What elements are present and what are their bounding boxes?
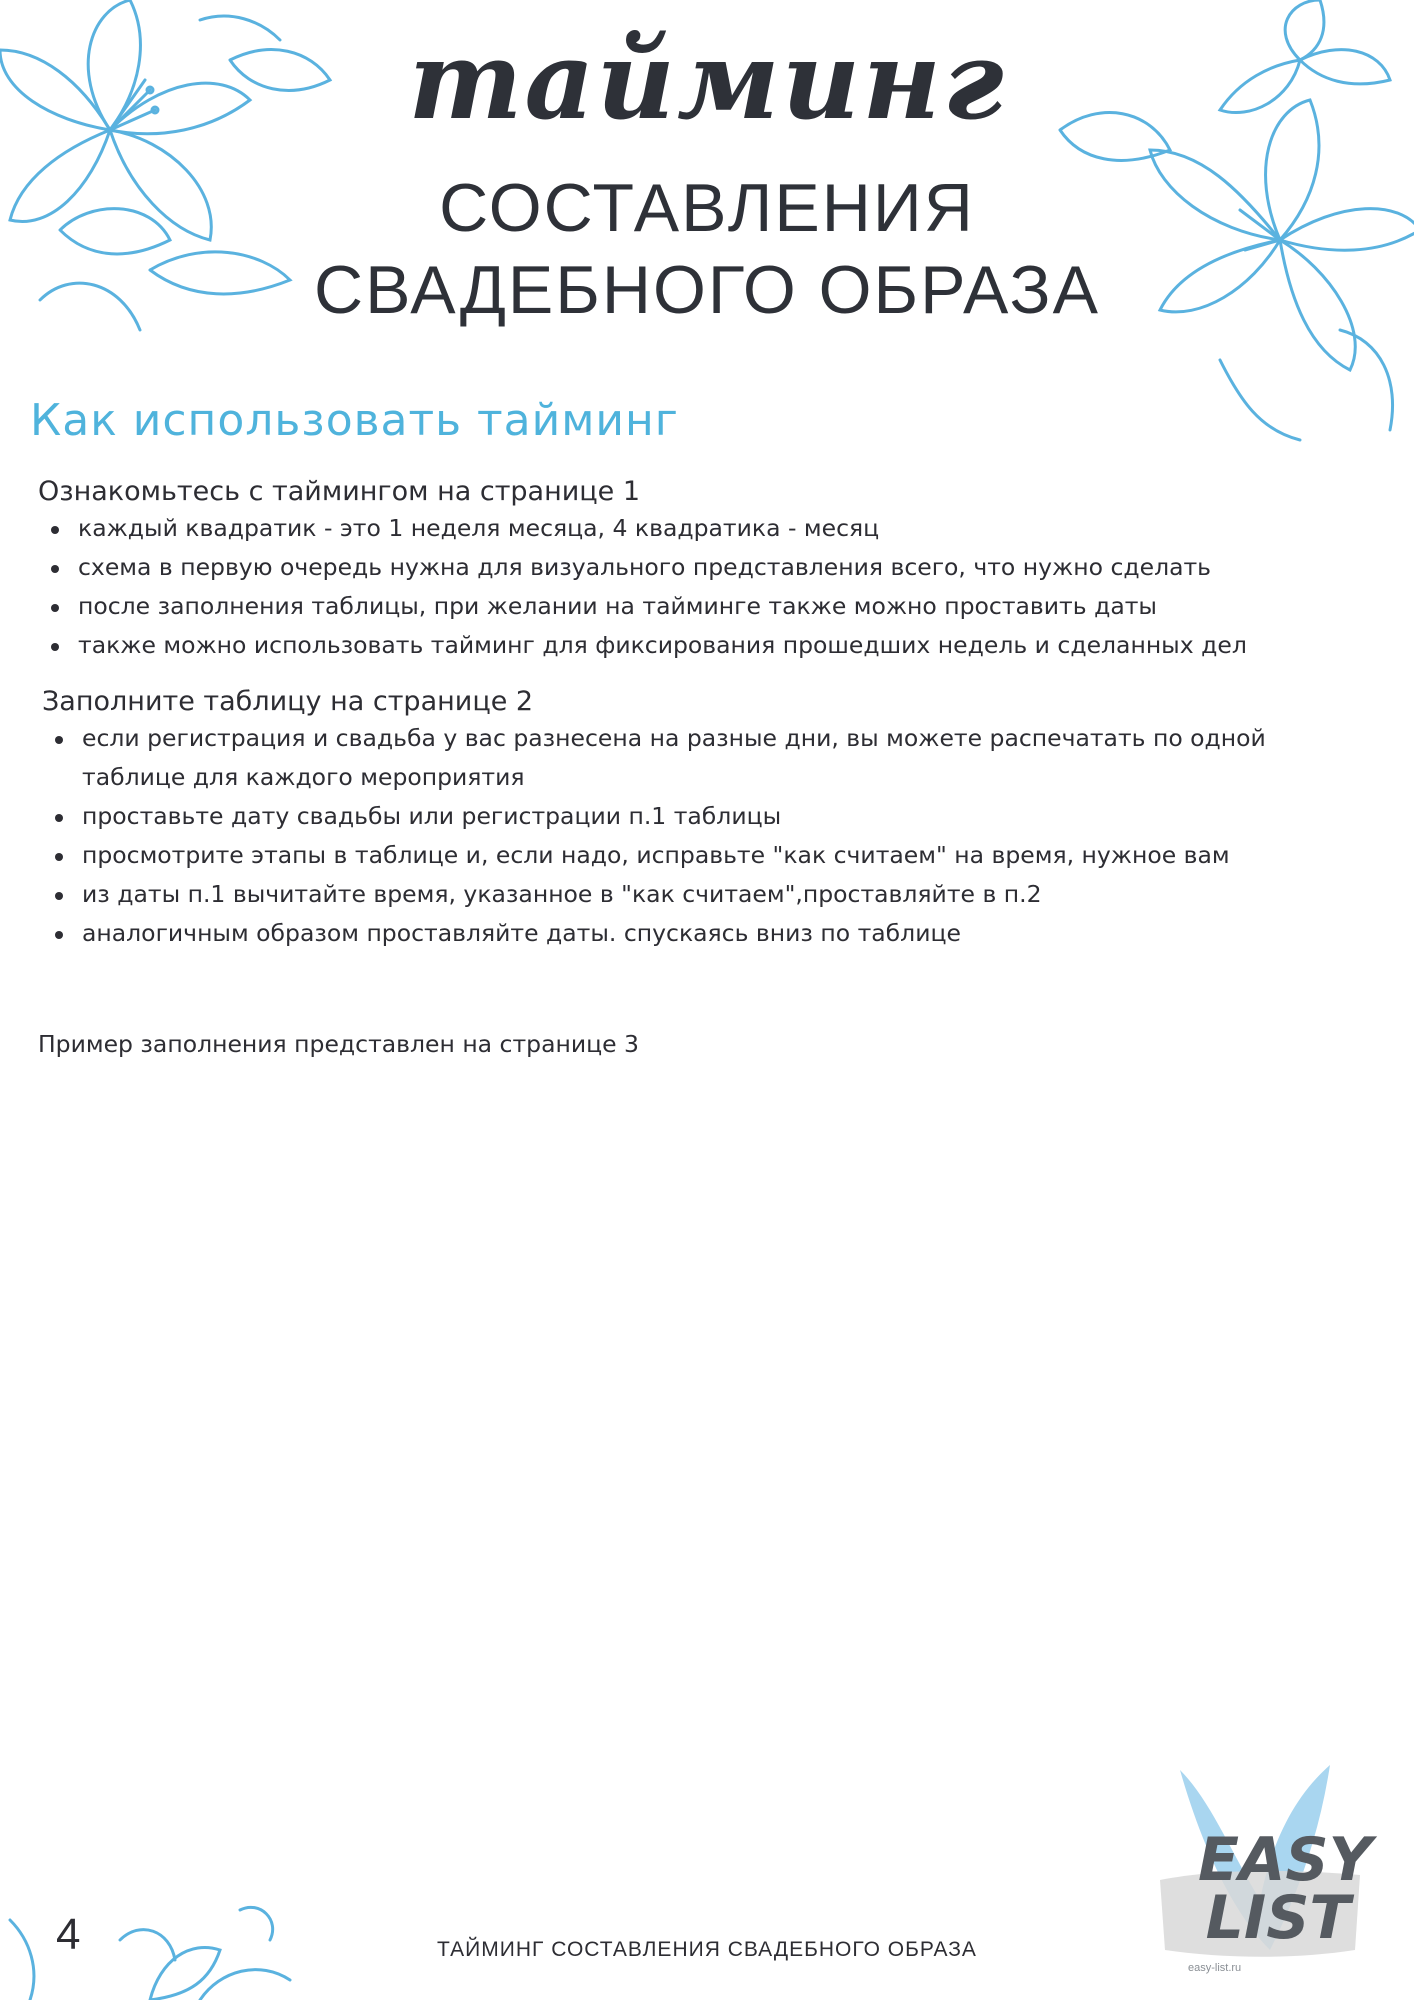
logo-line1: EASY (1198, 1825, 1373, 1895)
block-1-list (38, 509, 1378, 665)
logo-url: easy-list.ru (1188, 1962, 1242, 1974)
list-item: если регистрация и свадьба у вас разнесена на разные дни, вы можете распечатать по одной таблице для каждого мероприятия (42, 719, 1352, 797)
list-item: также можно использовать тайминг для фиксирования прошедших недель и сделанных дел (38, 626, 1378, 665)
section-title: Как использовать тайминг (30, 395, 679, 446)
instructions-block-1 (38, 476, 1378, 665)
page-subtitle-line2: СВАДЕБНОГО ОБРАЗА (314, 252, 1100, 328)
block-2-heading: Заполните таблицу на странице 2 (42, 686, 534, 717)
block-1-heading: Ознакомьтесь с таймингом на странице 1 (38, 476, 641, 507)
list-item: из даты п.1 вычитайте время, указанное в "как считаем",проставляйте в п.2 (42, 875, 1352, 914)
list-item: схема в первую очередь нужна для визуального представления всего, что нужно сделать (38, 548, 1378, 587)
footer-title: ТАЙМИНГ СОСТАВЛЕНИЯ СВАДЕБНОГО ОБРАЗА (437, 1938, 977, 1961)
list-item: аналогичным образом проставляйте даты. спускаясь вниз по таблице (42, 914, 1352, 953)
page-subtitle-line1: СОСТАВЛЕНИЯ (439, 170, 975, 246)
example-note: Пример заполнения представлен на странице 3 (38, 1030, 639, 1058)
list-item: проставьте дату свадьбы или регистрации п.1 таблицы (42, 797, 1352, 836)
script-title: тайминг (408, 18, 1006, 144)
block-2-list (42, 719, 1352, 953)
list-item: просмотрите этапы в таблице и, если надо, исправьте "как считаем" на время, нужное вам (42, 836, 1352, 875)
list-item: каждый квадратик - это 1 неделя месяца, 4 квадратика - месяц (38, 509, 1378, 548)
list-item: после заполнения таблицы, при желании на тайминге также можно проставить даты (38, 587, 1378, 626)
instructions-block-2 (42, 686, 1352, 953)
logo-line2: LIST (1205, 1883, 1351, 1953)
page-number: 4 (56, 1910, 81, 1959)
